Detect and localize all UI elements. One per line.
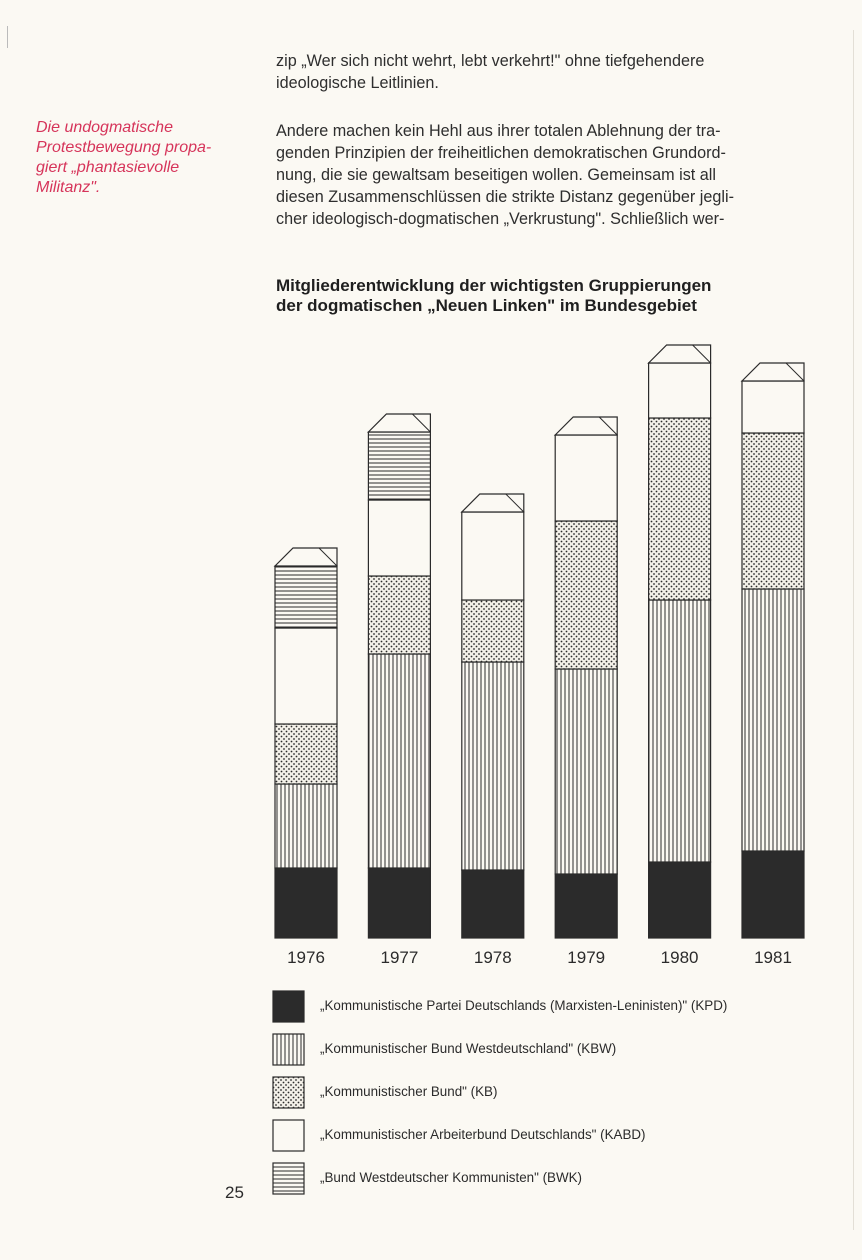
bar-segment-kabd-1979 [555, 435, 617, 521]
bar-segment-kbw-1979 [555, 669, 617, 874]
stacked-bar-chart [260, 330, 820, 980]
x-tick-label-1977: 1977 [380, 948, 419, 967]
bar-segment-kpd-1976 [275, 868, 337, 938]
bar-segment-kpd-1977 [368, 868, 430, 938]
bar-segment-kbw-1977 [368, 654, 430, 868]
bar-segment-bwk-1977 [368, 432, 430, 500]
bar-segment-kb-1980 [649, 418, 711, 600]
bar-segment-kb-1981 [742, 433, 804, 589]
chart-title: Mitgliederentwicklung der wichtigsten Gruppierungen der dogmatischen „Neuen Linken" im Bundesgebiet [276, 276, 712, 315]
bar-segment-kb-1976 [275, 724, 337, 784]
x-tick-label-1980: 1980 [660, 948, 699, 967]
x-tick-label-1981: 1981 [754, 948, 792, 967]
legend-label: „Kommunistischer Bund" (KB) [320, 1084, 498, 1099]
legend-item-kpd [272, 990, 832, 1024]
page-edge [853, 30, 854, 1230]
bar-segment-kbw-1978 [462, 662, 524, 870]
page-number: 25 [225, 1183, 244, 1202]
legend-item-bwk [272, 1162, 832, 1196]
legend-label: „Bund Westdeutscher Kommunisten" (BWK) [320, 1170, 582, 1185]
margin-note: Die undogmatische Protestbewegung propa- giert „phantasievolle Militanz". [36, 119, 212, 196]
bar-segment-kpd-1980 [649, 862, 711, 938]
legend-swatch-dots [272, 1076, 306, 1110]
bar-segment-kb-1978 [462, 600, 524, 662]
bar-segment-kabd-1980 [649, 363, 711, 418]
bar-segment-kabd-1977 [368, 500, 430, 576]
bar-segment-kabd-1976 [275, 628, 337, 724]
bar-segment-kpd-1978 [462, 870, 524, 938]
bar-segment-kabd-1978 [462, 512, 524, 600]
bar-segment-kbw-1976 [275, 784, 337, 868]
body-paragraph-2: Andere machen kein Hehl aus ihrer totalen Ablehnung der tra- genden Prinzipien der freiheitlichen demokratischen Grundord- nung, die sie gewaltsam beseitigen wollen. Gemeinsam ist all diesen Zusammenschlüssen die strikte Distanz gegenüber jegli- cher ideologisch-dogmatischen „Verkrustung". Schließlich wer- [276, 122, 734, 228]
bar-segment-bwk-1976 [275, 566, 337, 628]
legend-item-kb [272, 1076, 832, 1110]
x-tick-label-1979: 1979 [567, 948, 606, 967]
legend-label: „Kommunistischer Bund Westdeutschland" (KBW) [320, 1041, 617, 1056]
x-tick-label-1976: 1976 [287, 948, 325, 967]
legend-swatch-empty [272, 1119, 306, 1153]
legend-swatch-vertical-lines [272, 1033, 306, 1067]
x-tick-label-1978: 1978 [473, 948, 512, 967]
bar-segment-kb-1977 [368, 576, 430, 654]
legend-label: „Kommunistischer Arbeiterbund Deutschlands" (KABD) [320, 1127, 646, 1142]
legend-label: „Kommunistische Partei Deutschlands (Marxisten-Leninisten)" (KPD) [320, 998, 728, 1013]
crop-mark [7, 26, 8, 48]
bar-segment-kpd-1981 [742, 851, 804, 938]
bar-segment-kpd-1979 [555, 874, 617, 938]
legend-swatch-horizontal-lines [272, 1162, 306, 1196]
legend-swatch-solid [272, 990, 306, 1024]
bar-segment-kbw-1981 [742, 589, 804, 851]
bar-segment-kb-1979 [555, 521, 617, 669]
bar-segment-kabd-1981 [742, 381, 804, 433]
legend-item-kbw [272, 1033, 832, 1067]
body-paragraph-1: zip „Wer sich nicht wehrt, lebt verkehrt!" ohne tiefgehendere ideologische Leitlinien. [276, 52, 705, 92]
bar-segment-kbw-1980 [649, 600, 711, 862]
legend-item-kabd [272, 1119, 832, 1153]
